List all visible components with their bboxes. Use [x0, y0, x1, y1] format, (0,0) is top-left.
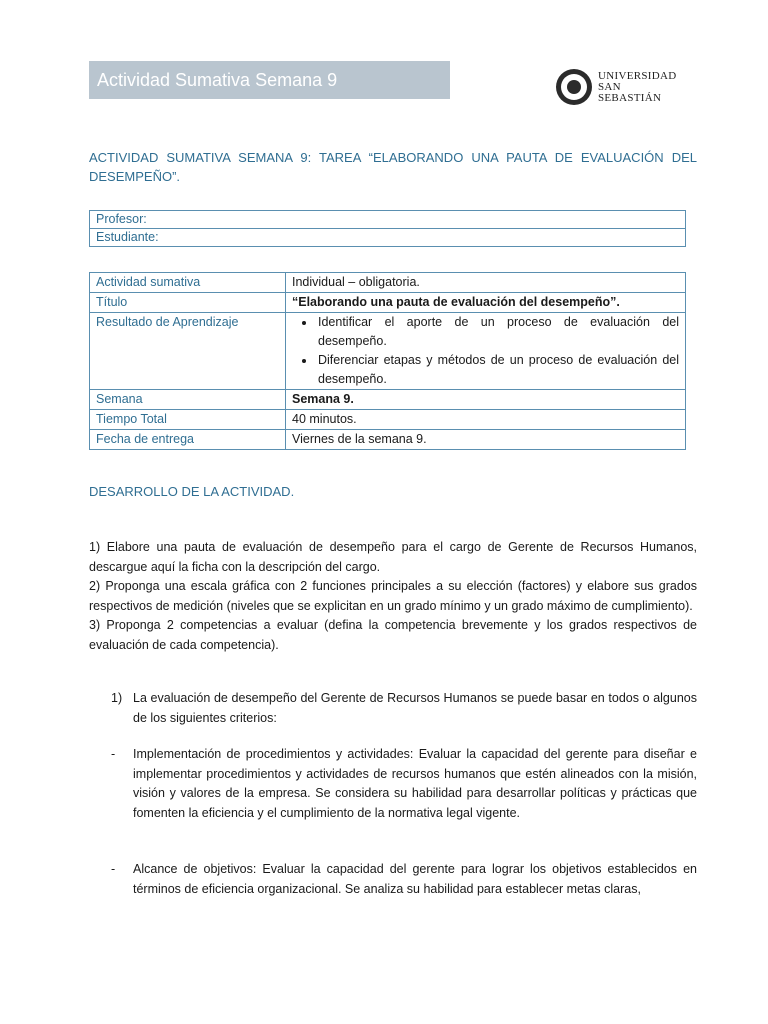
dash-marker: - — [111, 747, 116, 761]
item-number: 1) — [111, 691, 123, 705]
university-logo — [556, 66, 686, 108]
list-item: • Diferenciar etapas y métodos de un proceso de evaluación del desempeño. — [316, 351, 679, 389]
row-key: Resultado de Aprendizaje — [90, 313, 286, 390]
activity-info-table — [89, 272, 686, 450]
criterion-text: Alcance de objetivos: Evaluar la capacidad del gerente para lograr los objetivos establecidos en términos de eficiencia organizacional. Se analiza su habilidad para establecer metas claras, — [133, 862, 697, 896]
row-key: Título — [90, 293, 286, 313]
learning-outcomes-cell — [286, 313, 686, 390]
profesor-cell: Profesor: — [90, 211, 686, 229]
table-row — [90, 313, 686, 390]
row-value: “Elaborando una pauta de evaluación del desempeño”. — [286, 293, 686, 313]
row-value: 40 minutos. — [286, 410, 686, 430]
row-value: Semana 9. — [286, 390, 686, 410]
table-row — [90, 211, 686, 229]
row-key: Semana — [90, 390, 286, 410]
instruction-paragraph: 1) Elabore una pauta de evaluación de desempeño para el cargo de Gerente de Recursos Humanos, descargue aquí la ficha con la descripción del cargo. — [89, 540, 697, 574]
learning-outcomes-list — [292, 313, 679, 389]
criterion-text: Implementación de procedimientos y actividades: Evaluar la capacidad del gerente para diseñar e implementar procedimientos y actividades de recursos humanos que estén alineados con la misión, visión y valores de la empresa. Se considera su habilidad para desarrollar políticas y prácticas que fomenten la eficiencia y el cumplimiento de la normativa legal vigente. — [133, 747, 697, 820]
row-value: Individual – obligatoria. — [286, 273, 686, 293]
people-table — [89, 210, 686, 247]
instruction-paragraph: 3) Proponga 2 competencias a evaluar (defina la competencia brevemente y los grados respectivos de evaluación de cada competencia). — [89, 618, 697, 652]
list-item: • Identificar el aporte de un proceso de evaluación del desempeño. — [316, 313, 679, 351]
section-title: DESARROLLO DE LA ACTIVIDAD. — [89, 484, 295, 499]
table-row — [90, 410, 686, 430]
header-banner: Actividad Sumativa Semana 9 — [89, 61, 450, 99]
row-key: Fecha de entrega — [90, 430, 286, 450]
table-row — [90, 430, 686, 450]
instructions — [89, 538, 697, 655]
row-key: Tiempo Total — [90, 410, 286, 430]
estudiante-cell: Estudiante: — [90, 229, 686, 247]
document-title: ACTIVIDAD SUMATIVA SEMANA 9: TAREA “ELABORANDO UNA PAUTA DE EVALUACIÓN DEL DESEMPEÑO”. — [89, 150, 697, 184]
item-text: La evaluación de desempeño del Gerente de Recursos Humanos se puede basar en todos o algunos de los siguientes criterios: — [133, 691, 697, 725]
instruction-paragraph: 2) Proponga una escala gráfica con 2 funciones principales a su elección (factores) y elabore sus grados respectivos de medición (niveles que se explicitan en un grado mínimo y un grado máximo de cumplimiento). — [89, 579, 697, 613]
numbered-item — [89, 689, 697, 728]
criterion-item — [89, 745, 697, 823]
row-key: Actividad sumativa — [90, 273, 286, 293]
university-seal-icon — [556, 69, 592, 105]
criterion-item — [89, 860, 697, 899]
table-row — [90, 390, 686, 410]
row-value: Viernes de la semana 9. — [286, 430, 686, 450]
table-row — [90, 293, 686, 313]
logo-text — [598, 71, 686, 104]
logo-line-1: UNIVERSIDAD — [598, 69, 677, 82]
table-row — [90, 229, 686, 247]
table-row — [90, 273, 686, 293]
logo-line-2: SAN SEBASTIÁN — [598, 80, 662, 104]
dash-marker: - — [111, 862, 116, 876]
